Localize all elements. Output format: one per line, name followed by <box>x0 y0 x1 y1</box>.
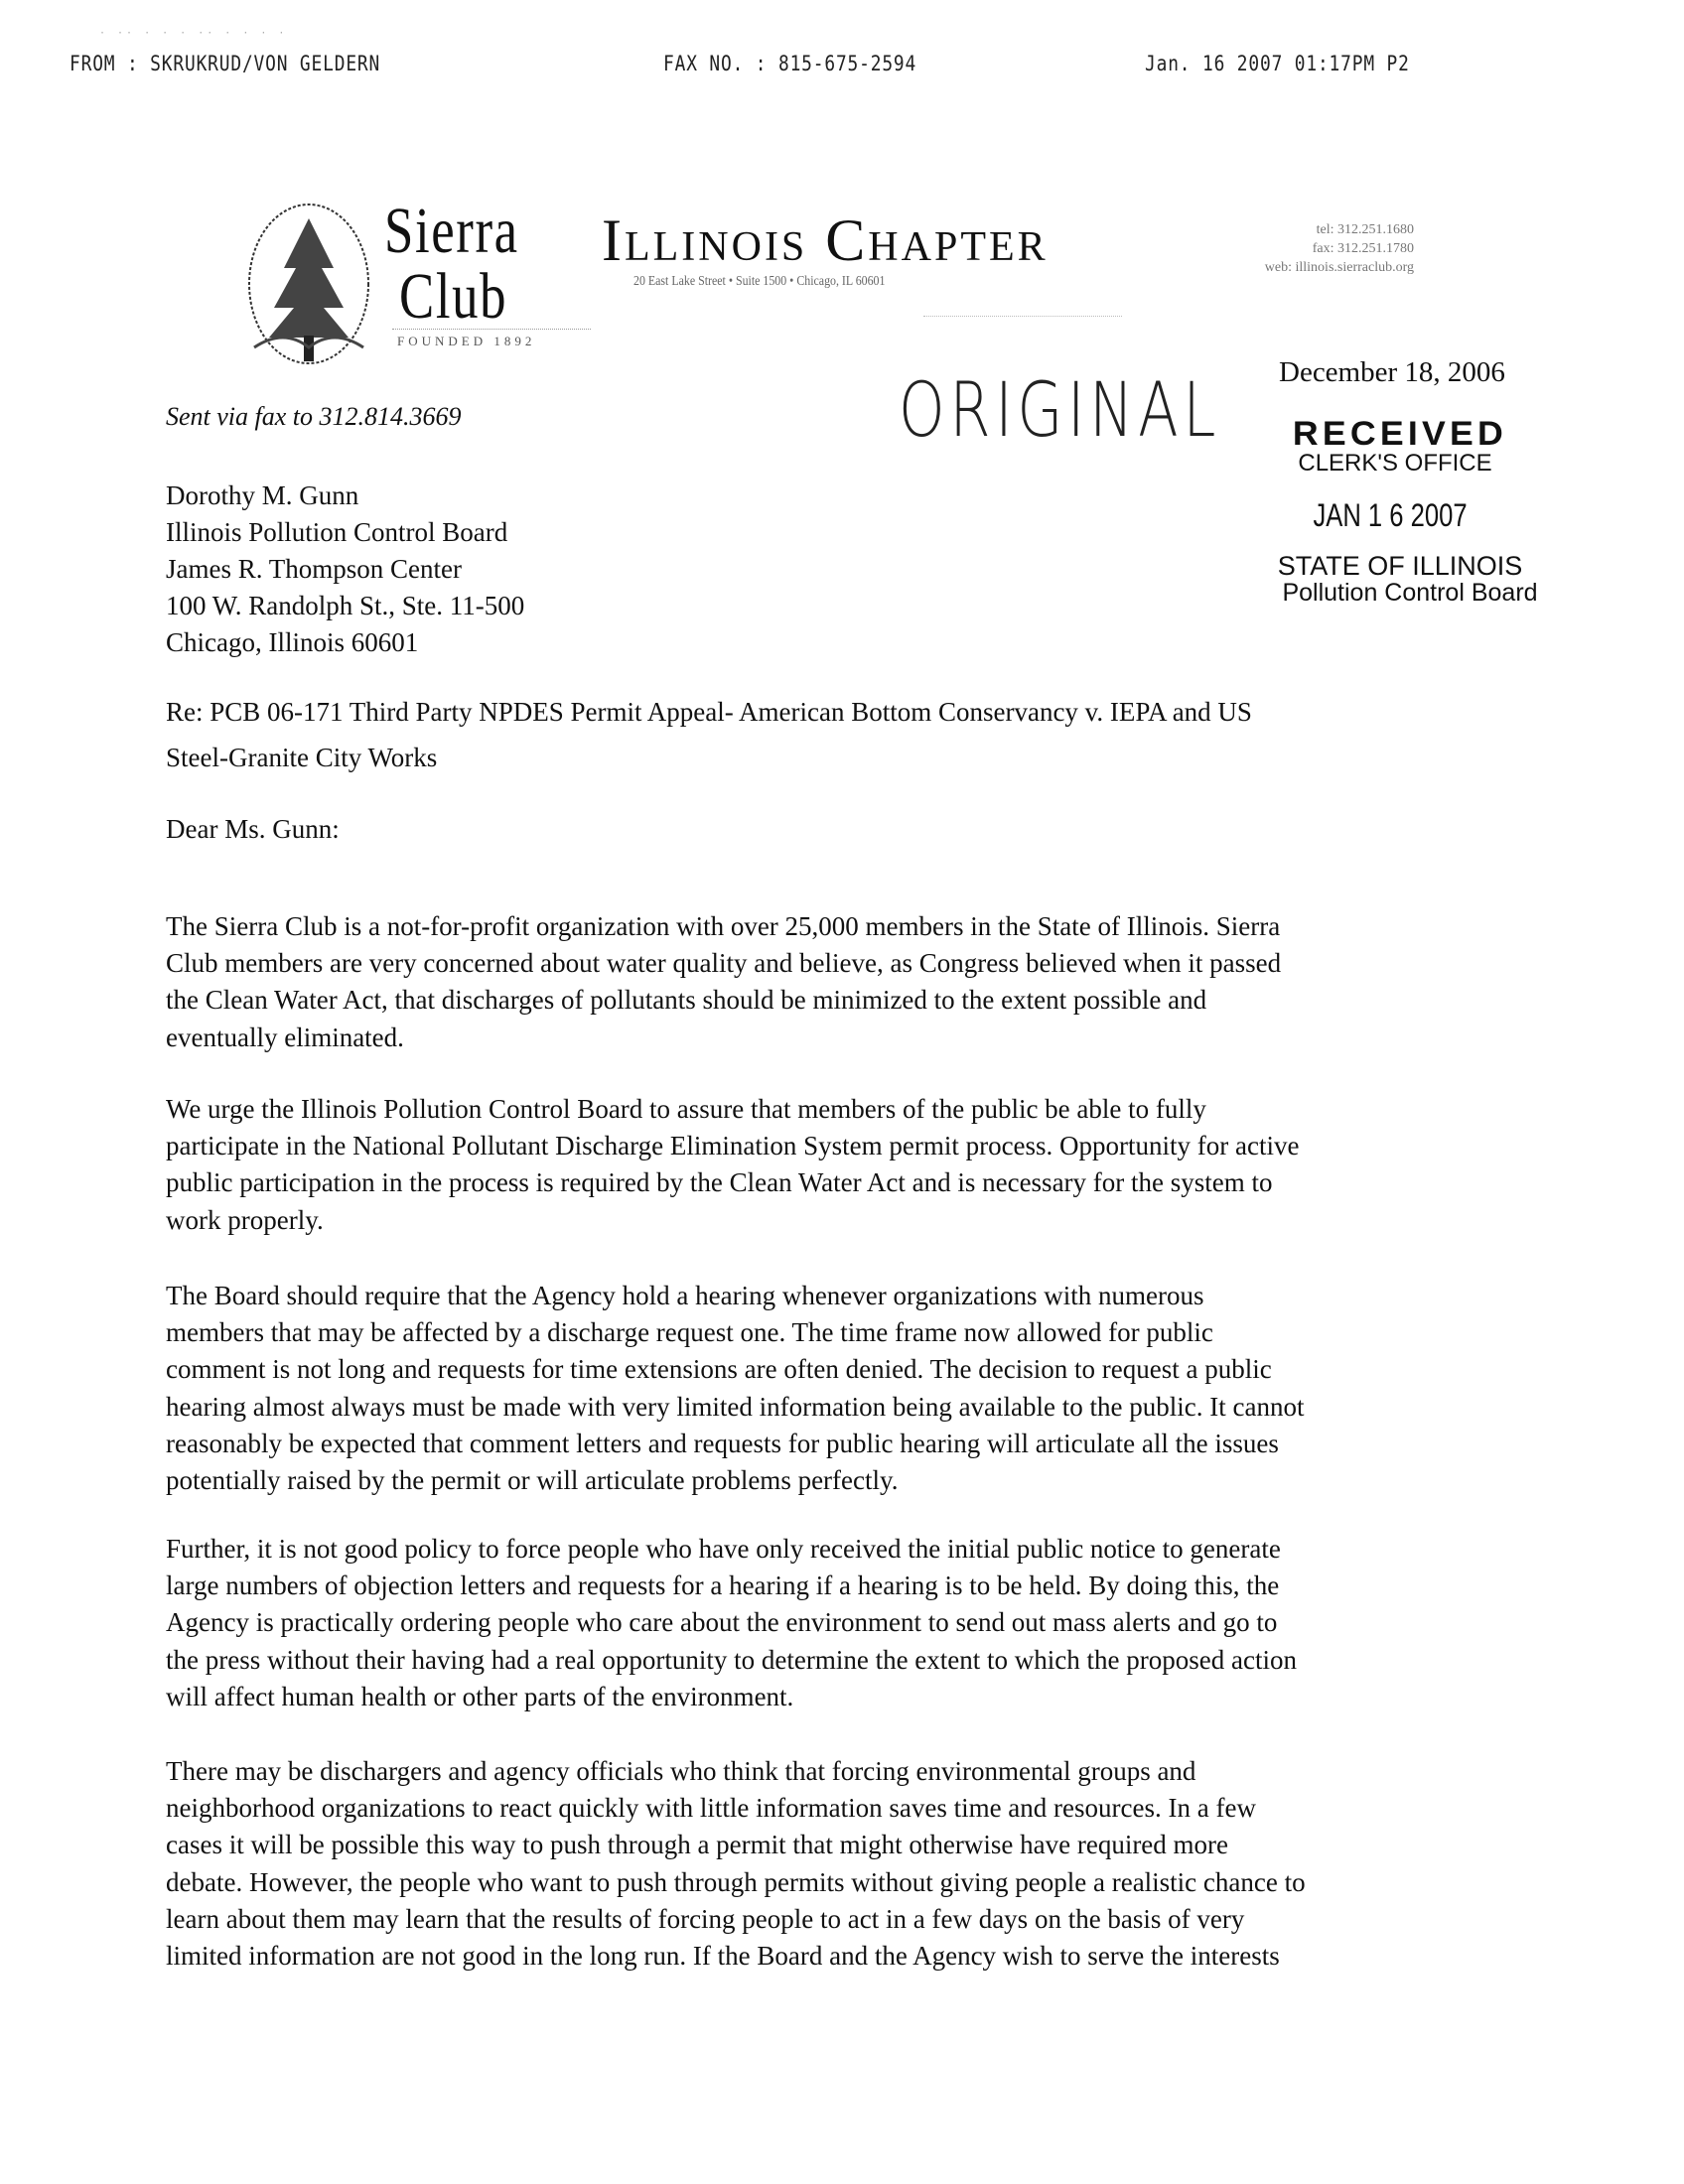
paragraph-line: cases it will be possible this way to push through a permit that might otherwise have required more <box>166 1830 1229 1860</box>
subject-line <box>166 689 1252 780</box>
paragraph-line: We urge the Illinois Pollution Control Board to assure that members of the public be able to fully <box>166 1094 1206 1124</box>
recipient-address <box>166 478 524 661</box>
paragraph-line: neighborhood organizations to react quickly with little information saves time and resources. In a few <box>166 1793 1256 1824</box>
subject-line-1: Re: PCB 06-171 Third Party NPDES Permit Appeal- American Bottom Conservancy v. IEPA and US <box>166 697 1252 727</box>
paragraph-line: comment is not long and requests for time extensions are often denied. The decision to request a public <box>166 1354 1272 1385</box>
chapter-tel: tel: 312.251.1680 <box>1316 222 1414 237</box>
stamp-received: RECEIVED <box>1292 415 1508 453</box>
chapter-web: web: illinois.sierraclub.org <box>1264 260 1414 275</box>
subject-line-2: Steel-Granite City Works <box>166 743 438 772</box>
recipient-city: Chicago, Illinois 60601 <box>166 627 419 657</box>
paragraph-line: reasonably be expected that comment letters and requests for public hearing will articulate all the issues <box>166 1428 1279 1458</box>
paragraph-line: work properly. <box>166 1204 324 1235</box>
paragraph-line: the press without their having had a real opportunity to determine the extent to which the proposed action <box>166 1644 1297 1675</box>
contact-block <box>1265 220 1414 277</box>
paragraph-line: Club members are very concerned about water quality and believe, as Congress believed when it passed <box>166 948 1282 979</box>
recipient-street: 100 W. Randolph St., Ste. 11-500 <box>166 591 525 620</box>
paragraph-line: members that may be affected by a discharge request one. The time frame now allowed for public <box>166 1317 1213 1348</box>
paragraph-line: Further, it is not good policy to force people who have only received the initial public notice to generate <box>166 1534 1281 1564</box>
org-name-line2: Club <box>399 260 508 333</box>
paragraph-line: will affect human health or other parts of the environment. <box>166 1681 794 1711</box>
received-stamp <box>1241 417 1559 606</box>
stamp-state: STATE OF ILLINOIS <box>1277 551 1523 581</box>
sierra-club-tree-logo-icon <box>244 199 373 369</box>
chapter-name: Illinois Chapter <box>602 207 1049 273</box>
paragraph-line: eventually eliminated. <box>166 1022 404 1052</box>
fax-number: FAX NO. : 815-675-2594 <box>663 52 917 75</box>
chapter-fax: fax: 312.251.1780 <box>1312 241 1414 256</box>
paragraph-line: participate in the National Pollutant Discharge Elimination System permit process. Opportunity for active <box>166 1131 1300 1161</box>
paragraph-line: hearing almost always must be made with very limited information being available to the public. It cannot <box>166 1391 1305 1422</box>
address-divider <box>923 316 1122 317</box>
stamp-office: CLERK'S OFFICE <box>1298 450 1492 477</box>
founded-year: FOUNDED 1892 <box>397 334 536 348</box>
fax-header-noise: · ·· · · · ·· · · · · <box>99 28 288 39</box>
stamp-board: Pollution Control Board <box>1282 579 1538 607</box>
stamp-date: JAN 1 6 2007 <box>1313 497 1468 533</box>
fax-timestamp: Jan. 16 2007 01:17PM P2 <box>1145 52 1410 75</box>
chapter-address: 20 East Lake Street • Suite 1500 • Chicago, IL 60601 <box>633 274 886 289</box>
fax-from: FROM : SKRUKRUD/VON GELDERN <box>70 52 381 75</box>
paragraph-line: Agency is practically ordering people who care about the environment to send out mass alerts and go to <box>166 1607 1278 1638</box>
paragraph-line: public participation in the process is required by the Clean Water Act and is necessary for the system to <box>166 1167 1273 1198</box>
recipient-building: James R. Thompson Center <box>166 554 462 584</box>
salutation: Dear Ms. Gunn: <box>166 814 340 844</box>
recipient-name: Dorothy M. Gunn <box>166 480 359 510</box>
sent-via-fax: Sent via fax to 312.814.3669 <box>166 402 462 431</box>
paragraph-line: debate. However, the people who want to push through permits without giving people a realistic chance to <box>166 1866 1306 1897</box>
paragraph-line: There may be dischargers and agency officials who think that forcing environmental groups and <box>166 1756 1196 1786</box>
paragraph-line: The Sierra Club is a not-for-profit organization with over 25,000 members in the State of Illinois. Sierra <box>166 911 1281 941</box>
paragraph-line: large numbers of objection letters and requests for a hearing if a hearing is to be held. By doing this, the <box>166 1570 1280 1601</box>
logo-divider <box>392 329 591 330</box>
paragraph-line: The Board should require that the Agency hold a hearing whenever organizations with numerous <box>166 1281 1204 1310</box>
paragraph-line: learn about them may learn that the results of forcing people to act in a few days on the basis of very <box>166 1903 1245 1934</box>
letter-date: December 18, 2006 <box>1279 356 1505 388</box>
paragraph-line: potentially raised by the permit or will articulate problems perfectly. <box>166 1465 899 1495</box>
paragraph-line: limited information are not good in the long run. If the Board and the Agency wish to serve the interests <box>166 1941 1280 1971</box>
org-name-line1: Sierra <box>384 195 519 267</box>
paragraph-line: the Clean Water Act, that discharges of pollutants should be minimized to the extent possible and <box>166 985 1207 1016</box>
recipient-org: Illinois Pollution Control Board <box>166 517 508 547</box>
original-mark: ORIGINAL <box>899 365 1221 454</box>
